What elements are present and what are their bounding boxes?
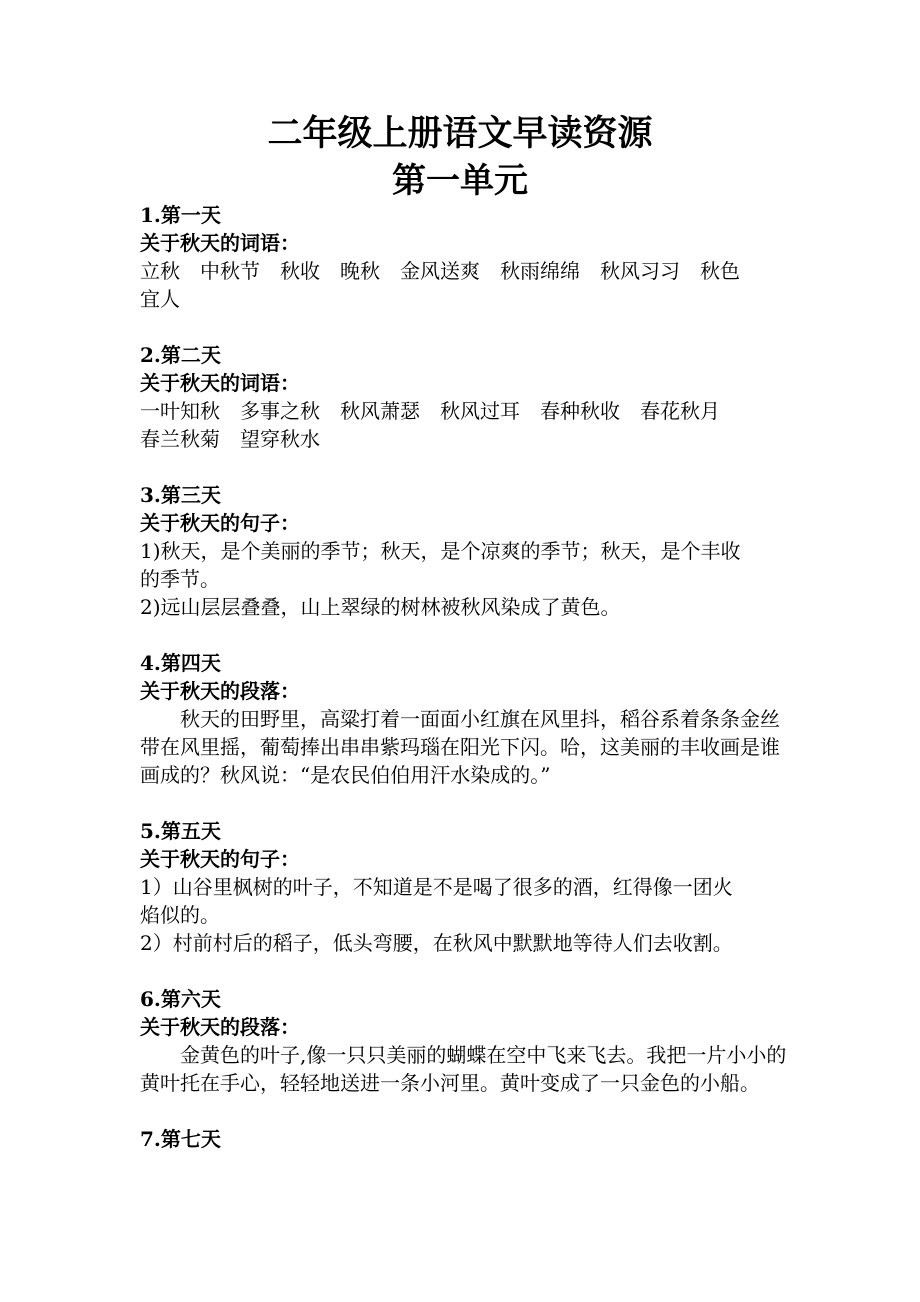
document-body	[140, 201, 790, 1153]
day-title: 5.第五天	[140, 819, 221, 843]
day-title: 7.第七天	[140, 1127, 221, 1151]
document-title: 二年级上册语文早读资源	[267, 114, 653, 154]
day-section-4	[140, 649, 790, 789]
day-title: 3.第三天	[140, 483, 221, 507]
topic-heading: 关于秋天的词语：	[140, 371, 300, 395]
day-section-1	[140, 201, 790, 313]
day-title: 4.第四天	[140, 651, 221, 675]
day-section-2	[140, 341, 790, 453]
day-section-5	[140, 817, 790, 957]
day-section-7	[140, 1125, 790, 1153]
word-list-line: 宜人	[140, 287, 180, 311]
day-section-6	[140, 985, 790, 1097]
day-title: 6.第六天	[140, 987, 221, 1011]
sentence-line: 2)远山层层叠叠，山上翠绿的树林被秋风染成了黄色。	[140, 595, 621, 619]
sentence-line: 1）山谷里枫树的叶子，不知道是不是喝了很多的酒，红得像一团火	[140, 875, 733, 899]
unit-title: 第一单元	[392, 161, 528, 201]
paragraph-text: 金黄色的叶子,像一只只美丽的蝴蝶在空中飞来飞去。我把一片小小的黄叶托在手心，轻轻地送进一条小河里。黄叶变成了一只金色的小船。	[140, 1043, 787, 1095]
sentence-line: 的季节。	[140, 567, 220, 591]
sentence-line: 2）村前村后的稻子，低头弯腰，在秋风中默默地等待人们去收割。	[140, 931, 733, 955]
paragraph-text: 秋天的田野里，高粱打着一面面小红旗在风里抖，稻谷系着条条金丝带在风里摇，葡萄捧出串串紫玛瑙在阳光下闪。哈，这美丽的丰收画是谁画成的？秋风说：“是农民伯伯用汗水染成的。”	[140, 707, 780, 787]
sentence-line: 焰似的。	[140, 903, 220, 927]
topic-heading: 关于秋天的句子：	[140, 847, 300, 871]
topic-heading: 关于秋天的词语：	[140, 231, 300, 255]
word-list-line: 一叶知秋 多事之秋 秋风萧瑟 秋风过耳 春种秋收 春花秋月	[140, 399, 720, 423]
topic-heading: 关于秋天的段落：	[140, 1015, 300, 1039]
topic-heading: 关于秋天的句子：	[140, 511, 300, 535]
day-title: 2.第二天	[140, 343, 221, 367]
word-list-line: 立秋 中秋节 秋收 晚秋 金风送爽 秋雨绵绵 秋风习习 秋色	[140, 259, 740, 283]
word-list-line: 春兰秋菊 望穿秋水	[140, 427, 320, 451]
day-title: 1.第一天	[140, 203, 221, 227]
sentence-line: 1)秋天，是个美丽的季节；秋天，是个凉爽的季节；秋天，是个丰收	[140, 539, 741, 563]
day-section-3	[140, 481, 790, 621]
topic-heading: 关于秋天的段落：	[140, 679, 300, 703]
